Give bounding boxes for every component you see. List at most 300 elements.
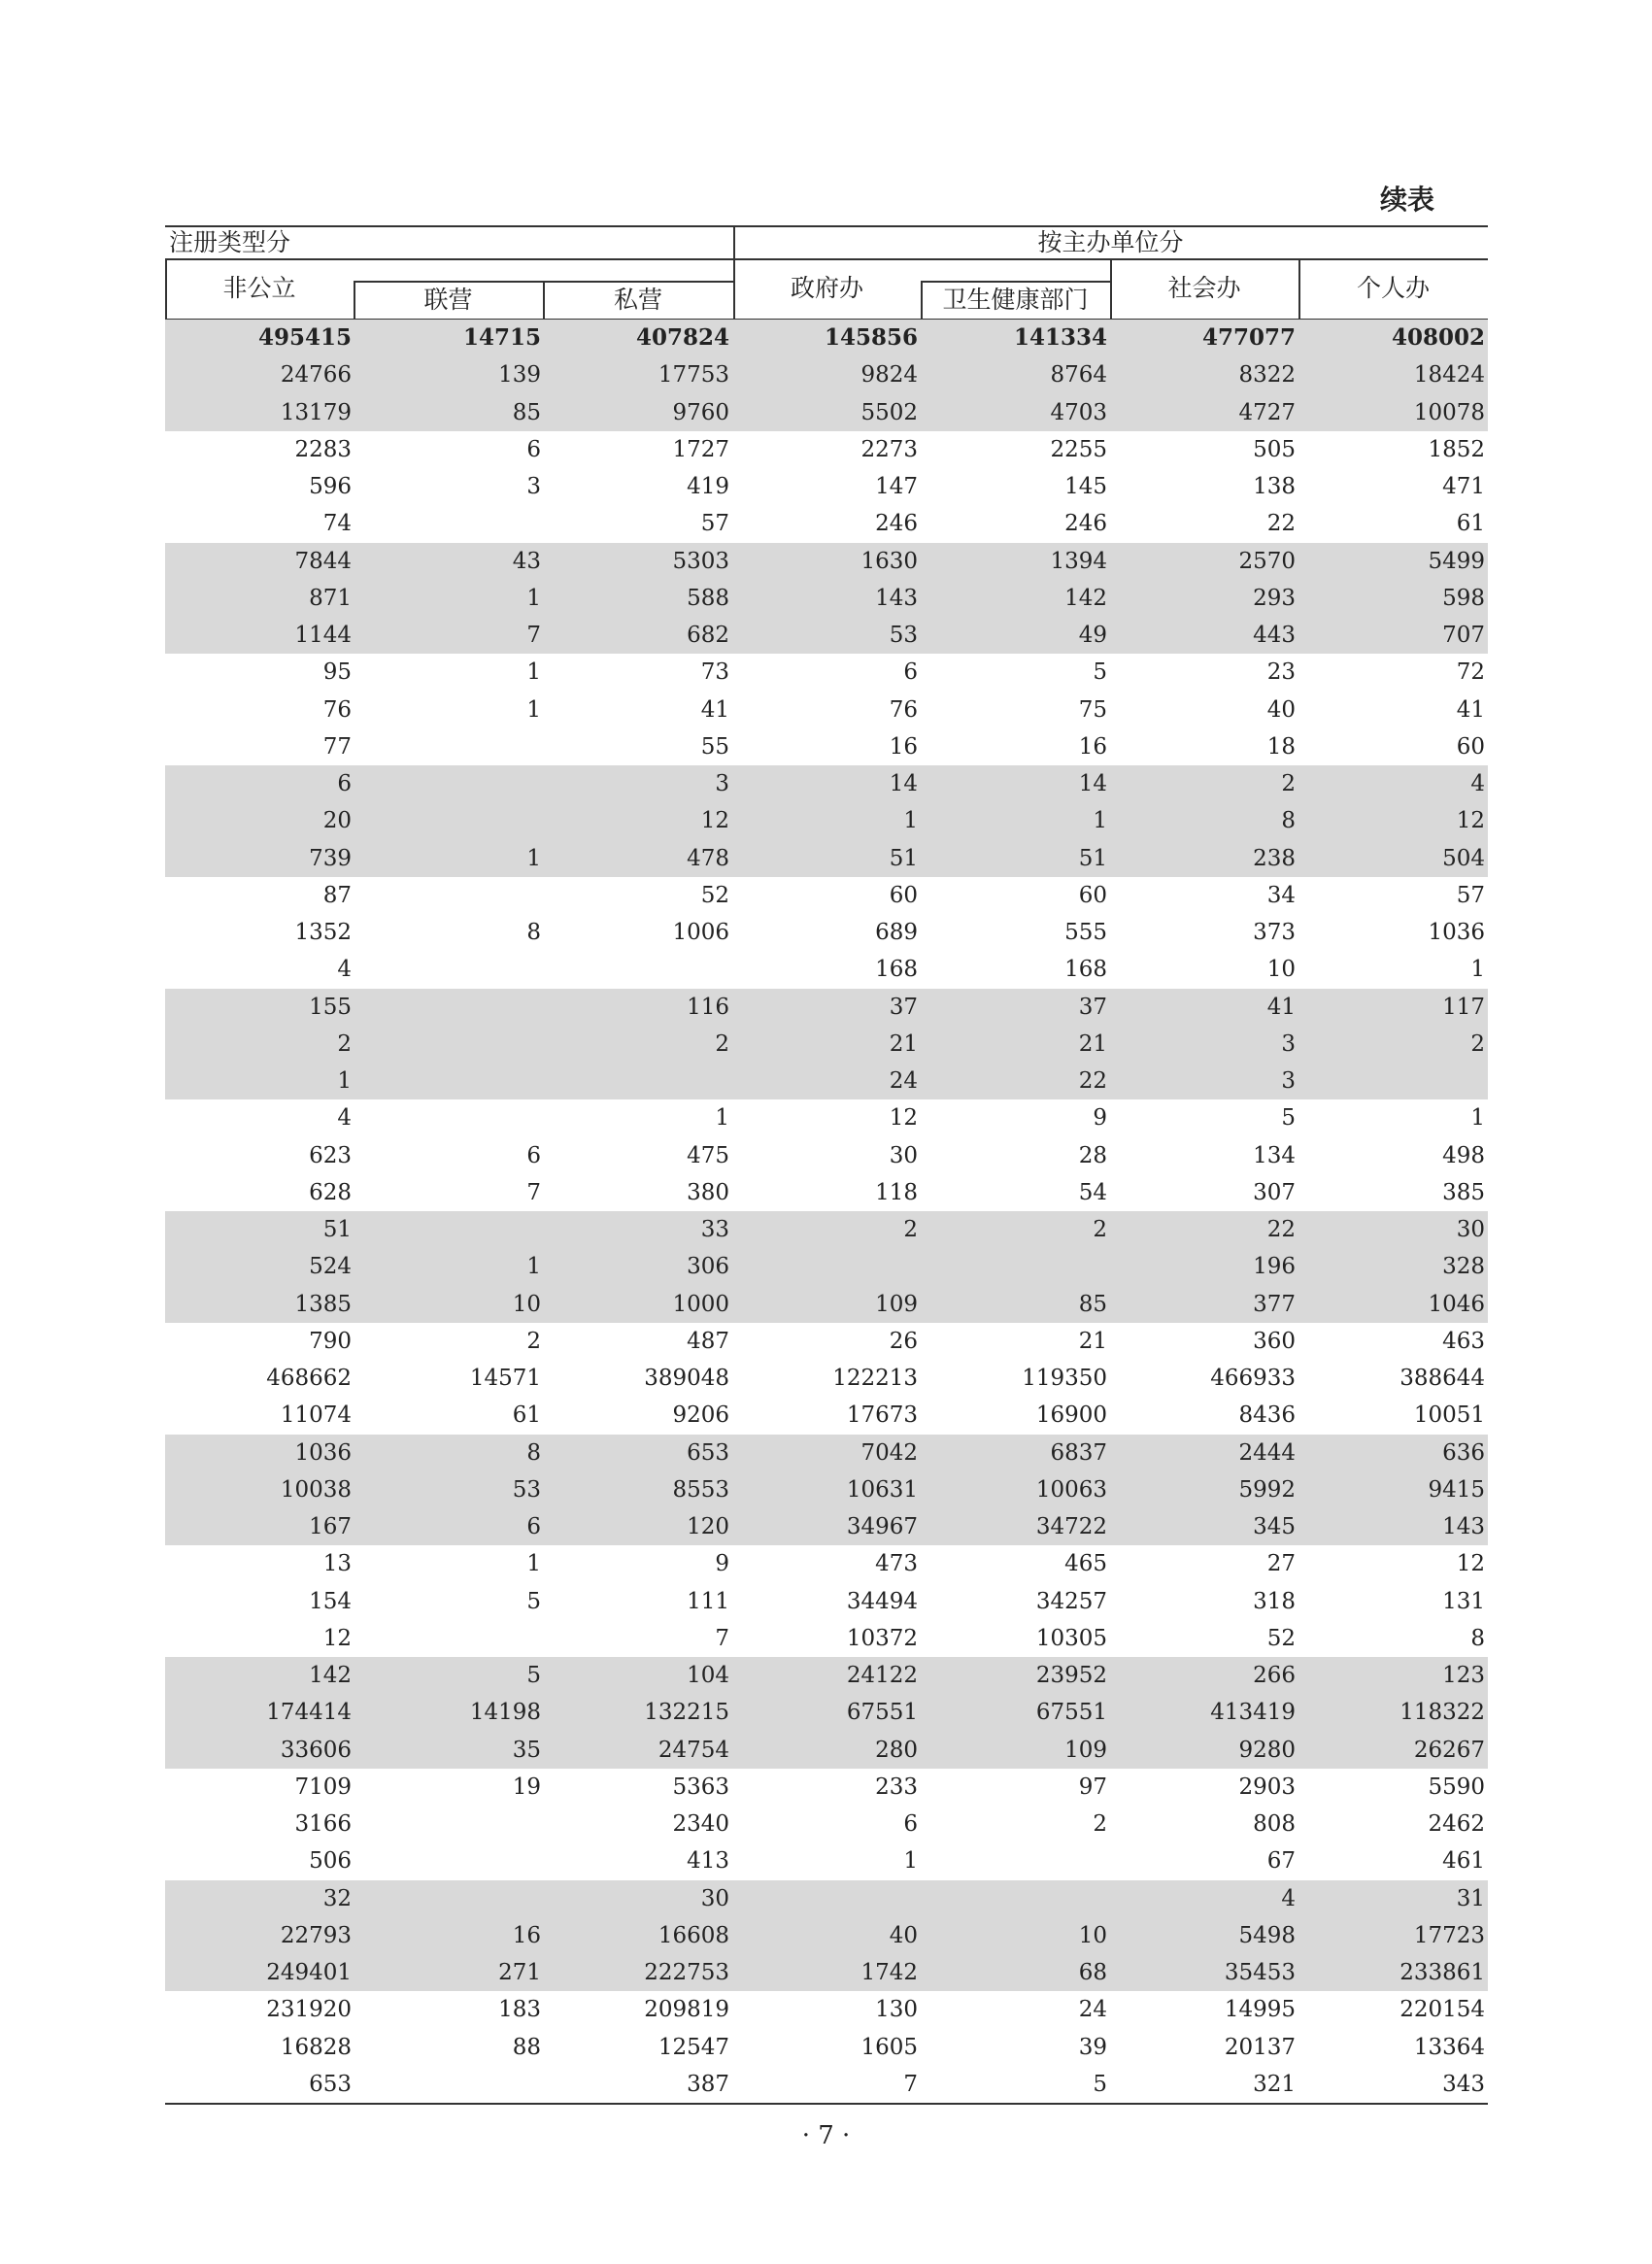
cell-private: 3 [715, 771, 729, 796]
cell-private: 2340 [672, 1811, 729, 1837]
table-row [165, 2029, 1488, 2066]
cell-individual: 504 [1442, 845, 1485, 871]
cell-health-dept: 10 [1078, 1922, 1107, 1948]
cell-government: 76 [889, 696, 918, 723]
cell-nonpublic: 6 [337, 771, 352, 796]
cell-private: 389048 [644, 1366, 729, 1391]
cell-individual: 4 [1470, 771, 1485, 796]
cell-individual: 26267 [1413, 1737, 1485, 1763]
cell-health-dept: 21 [1078, 1328, 1107, 1354]
cell-joint: 6 [526, 436, 541, 462]
cell-individual: 118322 [1399, 1700, 1485, 1726]
cell-joint: 8 [526, 1439, 541, 1466]
cell-private: 407824 [635, 324, 729, 351]
cell-nonpublic: 13 [322, 1551, 352, 1577]
cell-health-dept: 22 [1078, 1068, 1107, 1094]
cell-health-dept: 2 [1093, 1217, 1107, 1242]
cell-social: 413419 [1210, 1700, 1296, 1726]
cell-nonpublic: 4 [337, 1105, 352, 1132]
cell-nonpublic: 2 [337, 1031, 352, 1057]
cell-nonpublic: 596 [309, 474, 352, 499]
cell-joint: 1 [526, 1551, 541, 1577]
cell-social: 360 [1253, 1328, 1296, 1354]
cell-joint [352, 728, 541, 765]
cell-private [541, 951, 729, 988]
cell-health-dept: 8764 [1050, 362, 1107, 389]
cell-nonpublic: 623 [309, 1142, 352, 1168]
cell-joint [352, 1880, 541, 1917]
cell-individual: 117 [1442, 994, 1485, 1020]
table-row [165, 1880, 1488, 1917]
table-row [165, 1099, 1488, 1136]
table-row [165, 543, 1488, 580]
table-row [165, 1026, 1488, 1063]
cell-private: 9 [715, 1551, 729, 1577]
table-row [165, 1397, 1488, 1434]
cell-joint [352, 1099, 541, 1136]
cell-joint: 35 [512, 1737, 541, 1763]
cell-social: 27 [1266, 1551, 1296, 1577]
cell-nonpublic: 33606 [280, 1737, 352, 1763]
cell-social: 466933 [1210, 1366, 1296, 1391]
cell-health-dept: 75 [1078, 696, 1107, 723]
cell-nonpublic: 231920 [266, 1997, 352, 2023]
cell-government: 145856 [824, 324, 918, 351]
col-header-nonpublic: 非公立 [222, 274, 296, 302]
cell-joint: 139 [498, 362, 541, 389]
cell-individual: 328 [1442, 1254, 1485, 1280]
cell-government: 130 [875, 1997, 918, 2023]
cell-nonpublic: 11074 [280, 1402, 352, 1429]
table-row [165, 951, 1488, 988]
cell-social: 138 [1253, 474, 1296, 499]
cell-individual: 123 [1442, 1663, 1485, 1688]
cell-joint: 7 [526, 1179, 541, 1205]
header-rule-left [165, 258, 733, 260]
cell-nonpublic: 76 [322, 696, 352, 723]
cell-private: 8553 [672, 1476, 729, 1503]
cell-joint [352, 1842, 541, 1879]
cell-government: 1742 [860, 1960, 918, 1985]
cell-social: 307 [1253, 1179, 1296, 1205]
table-row [165, 394, 1488, 431]
cell-individual: 1 [1470, 1105, 1485, 1132]
cell-joint: 3 [526, 474, 541, 499]
cell-joint: 19 [512, 1774, 541, 1800]
cell-health-dept: 14 [1078, 771, 1107, 796]
cell-government: 233 [875, 1774, 918, 1800]
cell-government: 24 [889, 1068, 918, 1094]
cell-private: 222753 [644, 1960, 729, 1985]
table-row [165, 1694, 1488, 1731]
table-row [165, 802, 1488, 839]
cell-health-dept: 4703 [1050, 399, 1107, 425]
cell-private: 1727 [672, 436, 729, 462]
cell-private: 306 [687, 1254, 729, 1280]
cell-social: 377 [1253, 1291, 1296, 1317]
cell-joint: 14715 [462, 324, 541, 351]
cell-joint [352, 505, 541, 542]
cell-health-dept: 85 [1078, 1291, 1107, 1317]
table-row [165, 1657, 1488, 1694]
cell-nonpublic: 495415 [257, 324, 352, 351]
cell-private: 475 [687, 1142, 729, 1168]
cell-joint: 8 [526, 920, 541, 945]
cell-joint [352, 765, 541, 802]
cell-social: 14995 [1224, 1997, 1296, 2023]
cell-nonpublic: 154 [309, 1588, 352, 1614]
cell-individual: 5590 [1428, 1774, 1485, 1800]
table-row [165, 505, 1488, 542]
col-header-health-dept: 卫生健康部门 [942, 286, 1089, 314]
cell-nonpublic: 1352 [294, 920, 352, 945]
cell-government [729, 1248, 918, 1285]
cell-individual: 2 [1470, 1031, 1485, 1057]
cell-health-dept: 5 [1093, 2071, 1107, 2097]
col-header-individual: 个人办 [1356, 274, 1430, 302]
cell-individual: 636 [1442, 1439, 1485, 1466]
cell-joint: 10 [512, 1291, 541, 1317]
cell-private: 57 [700, 511, 729, 537]
cell-individual: 707 [1442, 623, 1485, 648]
cell-health-dept: 28 [1078, 1142, 1107, 1168]
cell-health-dept: 109 [1064, 1737, 1107, 1763]
cell-nonpublic: 12 [322, 1625, 352, 1651]
cell-private: 12 [700, 808, 729, 834]
cell-government: 147 [875, 474, 918, 499]
cell-joint: 1 [526, 696, 541, 723]
cell-health-dept: 142 [1064, 585, 1107, 611]
cell-government: 1630 [860, 548, 918, 574]
cell-joint [352, 989, 541, 1026]
cell-nonpublic: 13179 [280, 399, 352, 425]
cell-private: 7 [715, 1625, 729, 1651]
cell-nonpublic: 22793 [280, 1922, 352, 1948]
table-row [165, 989, 1488, 1026]
table-row [165, 1954, 1488, 1991]
cell-joint [352, 951, 541, 988]
cell-individual: 72 [1456, 659, 1485, 686]
table-row [165, 1286, 1488, 1323]
cell-private: 12547 [657, 2034, 729, 2060]
cell-private: 413 [687, 1848, 729, 1875]
cell-joint: 16 [512, 1922, 541, 1948]
cell-social: 2444 [1238, 1439, 1296, 1466]
cell-health-dept: 97 [1078, 1774, 1107, 1800]
cell-individual: 18424 [1413, 362, 1485, 389]
cell-health-dept: 246 [1064, 511, 1107, 537]
cell-health-dept: 141334 [1013, 324, 1107, 351]
cell-private: 16608 [657, 1922, 729, 1948]
cell-private: 30 [700, 1885, 729, 1911]
cell-social: 3 [1281, 1031, 1296, 1057]
cell-nonpublic: 506 [309, 1848, 352, 1875]
cell-individual: 1 [1470, 957, 1485, 983]
cell-private: 41 [700, 696, 729, 723]
cell-social: 67 [1266, 1848, 1296, 1875]
cell-social: 35453 [1224, 1960, 1296, 1985]
continuation-label: 续表 [1379, 184, 1434, 216]
cell-private: 380 [687, 1179, 729, 1205]
cell-social: 8436 [1238, 1402, 1296, 1429]
cell-government: 37 [889, 994, 918, 1020]
cell-health-dept [918, 1880, 1107, 1917]
cell-nonpublic: 77 [322, 733, 352, 760]
table-row [165, 1063, 1488, 1099]
cell-government: 118 [875, 1179, 918, 1205]
cell-government: 60 [889, 882, 918, 908]
cell-nonpublic: 628 [309, 1179, 352, 1205]
table-row [165, 1545, 1488, 1582]
cell-social: 20137 [1224, 2034, 1296, 2060]
cell-nonpublic: 95 [322, 659, 352, 686]
cell-private: 111 [687, 1588, 729, 1614]
cell-individual: 498 [1442, 1142, 1485, 1168]
cell-individual: 1852 [1428, 436, 1485, 462]
cell-government: 1 [903, 808, 918, 834]
cell-nonpublic: 2283 [294, 436, 352, 462]
cell-private: 24754 [657, 1737, 729, 1763]
table-row [165, 2066, 1488, 2103]
cell-nonpublic: 3166 [294, 1811, 352, 1837]
cell-government: 30 [889, 1142, 918, 1168]
table-row [165, 765, 1488, 802]
cell-social: 40 [1266, 696, 1296, 723]
cell-joint [352, 1211, 541, 1248]
table-row [165, 1842, 1488, 1879]
cell-nonpublic: 32 [322, 1885, 352, 1911]
table-row [165, 1583, 1488, 1620]
cell-government: 26 [889, 1328, 918, 1354]
cell-government: 143 [875, 585, 918, 611]
cell-individual: 9415 [1428, 1476, 1485, 1503]
table-row [165, 1917, 1488, 1954]
cell-health-dept: 21 [1078, 1031, 1107, 1057]
table-row [165, 1620, 1488, 1657]
cell-social: 373 [1253, 920, 1296, 945]
cell-government: 2 [903, 1217, 918, 1242]
cell-social: 5992 [1238, 1476, 1296, 1503]
cell-nonpublic: 7844 [294, 548, 352, 574]
cell-government: 109 [875, 1291, 918, 1317]
table-row [165, 1991, 1488, 2028]
cell-joint: 85 [512, 399, 541, 425]
cell-private: 120 [687, 1514, 729, 1539]
table-row [165, 1769, 1488, 1806]
cell-government: 10372 [846, 1625, 918, 1651]
cell-individual: 41 [1456, 696, 1485, 723]
cell-joint: 14198 [469, 1700, 541, 1726]
cell-individual: 388644 [1399, 1366, 1485, 1391]
cell-government: 51 [889, 845, 918, 871]
table-row [165, 1806, 1488, 1842]
cell-individual: 1036 [1428, 920, 1485, 945]
col-header-joint: 联营 [423, 286, 473, 314]
cell-social: 477077 [1201, 324, 1296, 351]
cell-joint [352, 2066, 541, 2103]
cell-government: 34494 [846, 1588, 918, 1614]
cell-joint: 53 [512, 1476, 541, 1503]
cell-government: 122213 [832, 1366, 918, 1391]
cell-private: 73 [700, 659, 729, 686]
cell-health-dept [918, 1842, 1107, 1879]
cell-social: 266 [1253, 1663, 1296, 1688]
table-row [165, 914, 1488, 951]
cell-nonpublic: 1144 [294, 623, 352, 648]
col-header-social: 社会办 [1167, 274, 1241, 302]
cell-government: 14 [889, 771, 918, 796]
table-row [165, 617, 1488, 654]
cell-nonpublic: 167 [309, 1514, 352, 1539]
cell-private: 33 [700, 1217, 729, 1242]
cell-health-dept: 119350 [1022, 1366, 1107, 1391]
cell-private: 5303 [672, 548, 729, 574]
cell-private: 52 [700, 882, 729, 908]
cell-social: 34 [1266, 882, 1296, 908]
cell-government: 16 [889, 733, 918, 760]
cell-private: 132215 [644, 1700, 729, 1726]
cell-nonpublic: 74 [322, 511, 352, 537]
cell-social: 345 [1253, 1514, 1296, 1539]
cell-nonpublic: 524 [309, 1254, 352, 1280]
cell-social: 2570 [1238, 548, 1296, 574]
cell-government: 40 [889, 1922, 918, 1948]
cell-health-dept: 51 [1078, 845, 1107, 871]
cell-health-dept [918, 1248, 1107, 1285]
cell-government: 21 [889, 1031, 918, 1057]
cell-joint [352, 1806, 541, 1842]
cell-government [729, 1880, 918, 1917]
cell-private: 55 [700, 733, 729, 760]
cell-social: 5498 [1238, 1922, 1296, 1948]
cell-nonpublic: 1385 [294, 1291, 352, 1317]
cell-joint: 1 [526, 1254, 541, 1280]
cell-government: 1 [903, 1848, 918, 1875]
cell-joint: 14571 [469, 1366, 541, 1391]
table-row [165, 356, 1488, 393]
cell-joint [352, 877, 541, 914]
cell-nonpublic: 739 [309, 845, 352, 871]
cell-nonpublic: 16828 [280, 2034, 352, 2060]
cell-government: 24122 [846, 1663, 918, 1688]
cell-social: 4727 [1238, 399, 1296, 425]
cell-joint: 43 [512, 548, 541, 574]
cell-private: 588 [687, 585, 729, 611]
cell-joint [352, 1063, 541, 1099]
cell-nonpublic: 7109 [294, 1774, 352, 1800]
group-header-registration: 注册类型分 [169, 228, 291, 256]
cell-nonpublic: 468662 [266, 1366, 352, 1391]
cell-social: 238 [1253, 845, 1296, 871]
table-row [165, 840, 1488, 877]
cell-social: 22 [1266, 1217, 1296, 1242]
table-row [165, 1174, 1488, 1211]
cell-joint: 1 [526, 585, 541, 611]
cell-social: 505 [1253, 436, 1296, 462]
table-bottom-rule [165, 2103, 1488, 2105]
cell-social: 293 [1253, 585, 1296, 611]
cell-social: 10 [1266, 957, 1296, 983]
cell-health-dept: 37 [1078, 994, 1107, 1020]
cell-private [541, 1063, 729, 1099]
cell-social: 2903 [1238, 1774, 1296, 1800]
cell-joint: 1 [526, 659, 541, 686]
cell-government: 67551 [846, 1700, 918, 1726]
cell-government: 1605 [860, 2034, 918, 2060]
cell-health-dept: 34722 [1035, 1514, 1107, 1539]
cell-individual: 463 [1442, 1328, 1485, 1354]
cell-government: 473 [875, 1551, 918, 1577]
cell-joint: 6 [526, 1514, 541, 1539]
cell-social: 318 [1253, 1588, 1296, 1614]
cell-health-dept: 1394 [1050, 548, 1107, 574]
cell-social: 8 [1281, 808, 1296, 834]
cell-social: 5 [1281, 1105, 1296, 1132]
cell-nonpublic: 653 [309, 2071, 352, 2097]
cell-health-dept: 2255 [1050, 436, 1107, 462]
cell-joint: 1 [526, 845, 541, 871]
cell-private: 1000 [672, 1291, 729, 1317]
cell-health-dept: 465 [1064, 1551, 1107, 1577]
table-row [165, 692, 1488, 728]
cell-health-dept: 23952 [1035, 1663, 1107, 1688]
cell-health-dept: 49 [1078, 623, 1107, 648]
cell-government: 280 [875, 1737, 918, 1763]
cell-nonpublic: 20 [322, 808, 352, 834]
cell-private: 487 [687, 1328, 729, 1354]
cell-individual: 385 [1442, 1179, 1485, 1205]
cell-joint: 88 [512, 2034, 541, 2060]
header-rule-subright [921, 281, 1110, 283]
table-row [165, 320, 1488, 356]
cell-individual: 343 [1442, 2071, 1485, 2097]
table-row [165, 1248, 1488, 1285]
cell-joint [352, 1620, 541, 1657]
cell-government: 6 [903, 1811, 918, 1837]
page-number: · 7 · [801, 2121, 851, 2150]
cell-individual: 61 [1456, 511, 1485, 537]
cell-private: 17753 [657, 362, 729, 389]
cell-nonpublic: 10038 [280, 1476, 352, 1503]
cell-private: 419 [687, 474, 729, 499]
table-row [165, 1471, 1488, 1508]
table-row [165, 1360, 1488, 1397]
cell-nonpublic: 24766 [280, 362, 352, 389]
cell-nonpublic: 249401 [266, 1960, 352, 1985]
cell-individual: 10051 [1413, 1402, 1485, 1429]
cell-joint: 6 [526, 1142, 541, 1168]
table-row [165, 1508, 1488, 1545]
cell-individual: 13364 [1413, 2034, 1485, 2060]
col-header-government: 政府办 [790, 274, 863, 302]
cell-health-dept: 67551 [1035, 1700, 1107, 1726]
cell-government: 53 [889, 623, 918, 648]
cell-private: 116 [687, 994, 729, 1020]
cell-individual: 408002 [1391, 324, 1485, 351]
cell-individual [1296, 1063, 1485, 1099]
cell-government: 7 [903, 2071, 918, 2097]
cell-health-dept: 9 [1093, 1105, 1107, 1132]
cell-social: 8322 [1238, 362, 1296, 389]
table-row [165, 1435, 1488, 1471]
cell-social: 4 [1281, 1885, 1296, 1911]
cell-joint [352, 1026, 541, 1063]
cell-health-dept: 10063 [1035, 1476, 1107, 1503]
cell-individual: 598 [1442, 585, 1485, 611]
cell-individual: 471 [1442, 474, 1485, 499]
cell-social: 52 [1266, 1625, 1296, 1651]
cell-government: 168 [875, 957, 918, 983]
